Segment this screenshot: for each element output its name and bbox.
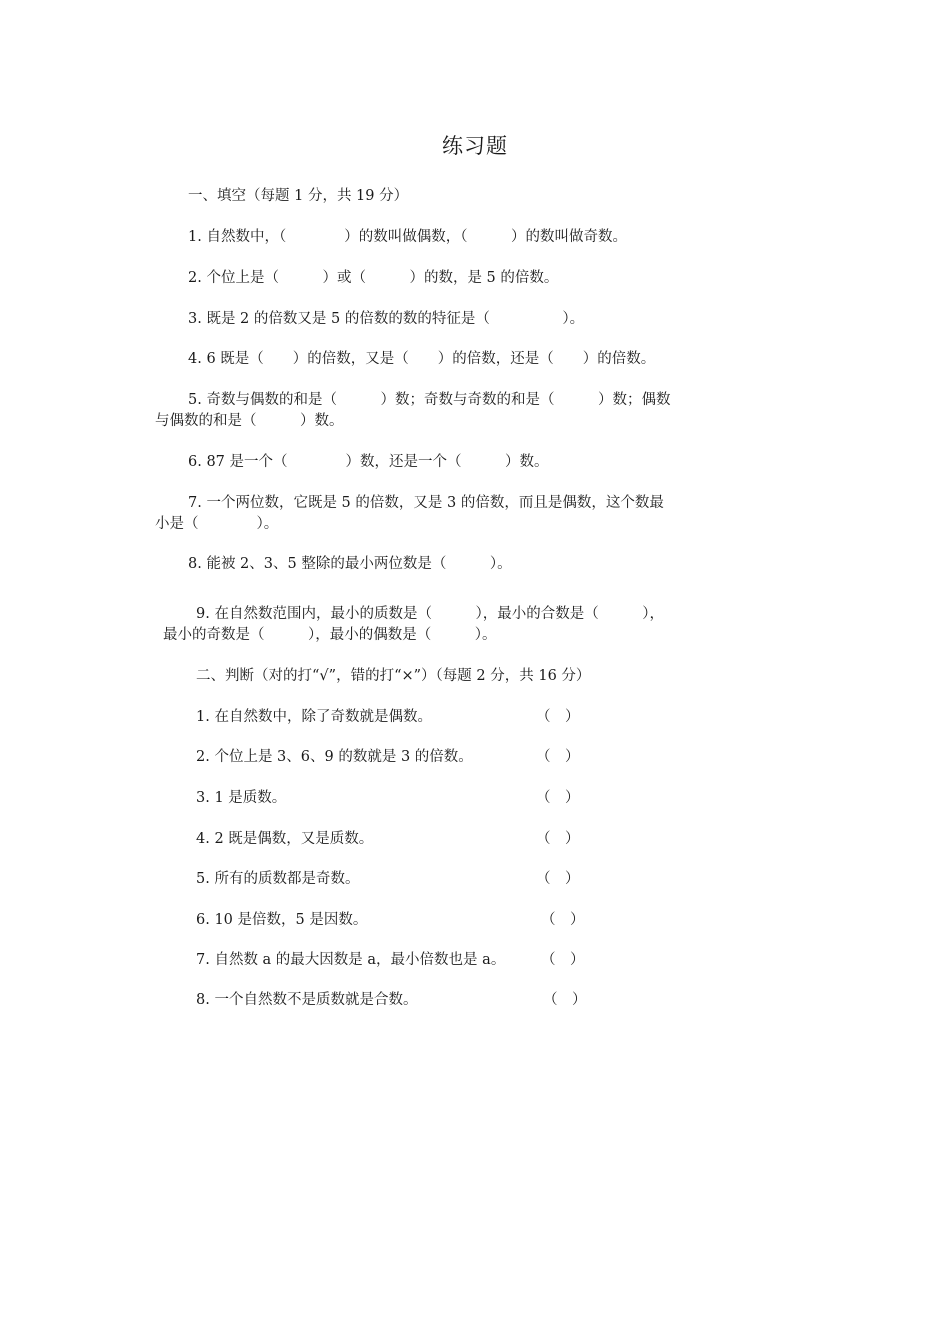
judge-item-5: 5. 所有的质数都是奇数。 <box>196 871 360 887</box>
judge-item-6: 6. 10 是倍数，5 是因数。 <box>196 912 368 928</box>
fill-item-5-line1: 5. 奇数与偶数的和是（ ）数；奇数与奇数的和是（ ）数；偶数 <box>188 392 671 408</box>
fill-item-6: 6. 87 是一个（ ）数，还是一个（ ）数。 <box>188 454 549 470</box>
judge-item-3: 3. 1 是质数。 <box>196 790 287 806</box>
section-heading-fill-blank: 一、填空（每题 1 分，共 19 分） <box>188 188 409 204</box>
fill-item-5-line2: 与偶数的和是（ ）数。 <box>155 413 344 429</box>
judge-item-2: 2. 个位上是 3、6、9 的数就是 3 的倍数。 <box>196 749 473 765</box>
judge-answer-7: （ ） <box>541 952 585 968</box>
fill-item-7-line1: 7. 一个两位数，它既是 5 的倍数，又是 3 的倍数，而且是偶数，这个数最 <box>188 495 664 511</box>
judge-answer-5: （ ） <box>536 871 580 887</box>
fill-item-3: 3. 既是 2 的倍数又是 5 的倍数的数的特征是（ ）。 <box>188 311 585 327</box>
fill-item-9-line1: 9. 在自然数范围内，最小的质数是（ ），最小的合数是（ ）， <box>196 606 664 622</box>
judge-item-4: 4. 2 既是偶数，又是质数。 <box>196 831 374 847</box>
fill-item-1: 1. 自然数中，（ ）的数叫做偶数，（ ）的数叫做奇数。 <box>188 229 627 245</box>
judge-answer-6: （ ） <box>541 912 585 928</box>
section-heading-true-false: 二、判断（对的打“√”，错的打“×”）（每题 2 分，共 16 分） <box>196 668 591 684</box>
judge-answer-3: （ ） <box>536 790 580 806</box>
fill-item-7-line2: 小是（ ）。 <box>155 516 279 532</box>
fill-item-9-line2: 最小的奇数是（ ），最小的偶数是（ ）。 <box>163 627 497 643</box>
fill-item-4: 4. 6 既是（ ）的倍数，又是（ ）的倍数，还是（ ）的倍数。 <box>188 351 656 367</box>
judge-answer-4: （ ） <box>536 831 580 847</box>
judge-answer-2: （ ） <box>536 749 580 765</box>
judge-item-7: 7. 自然数 a 的最大因数是 a，最小倍数也是 a。 <box>196 952 506 968</box>
page-title: 练习题 <box>442 134 508 158</box>
fill-item-8: 8. 能被 2、3、5 整除的最小两位数是（ ）。 <box>188 556 512 572</box>
judge-item-8: 8. 一个自然数不是质数就是合数。 <box>196 992 418 1008</box>
judge-answer-8: （ ） <box>543 992 587 1008</box>
judge-answer-1: （ ） <box>536 709 580 725</box>
judge-item-1: 1. 在自然数中，除了奇数就是偶数。 <box>196 709 432 725</box>
fill-item-2: 2. 个位上是（ ）或（ ）的数，是 5 的倍数。 <box>188 270 559 286</box>
